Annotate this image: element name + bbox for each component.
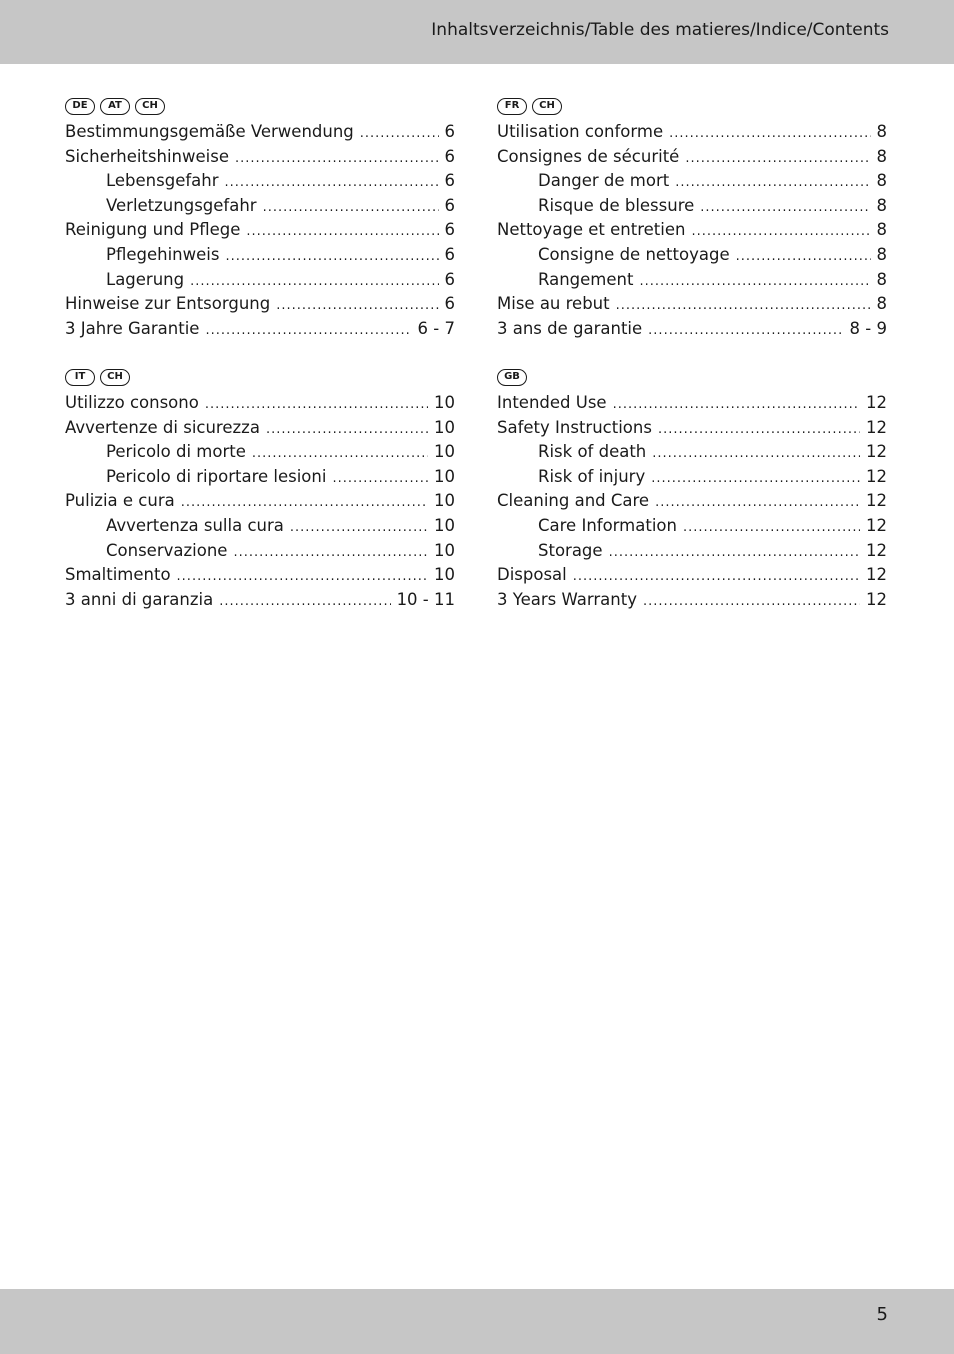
toc-entry[interactable] (65, 294, 455, 319)
toc-entry-label: Pflegehinweis (106, 244, 220, 264)
toc-entry-page: 10 (434, 565, 455, 585)
toc-entry-page: 10 (434, 417, 455, 437)
toc-entry-page: 8 (876, 220, 887, 240)
toc-entry-page: 6 - 7 (417, 318, 455, 338)
toc-entry-page: 6 (444, 294, 455, 314)
toc-entry-page: 12 (866, 565, 887, 585)
toc-entry[interactable] (497, 147, 887, 172)
footer-bar (0, 1289, 954, 1354)
dot-leader (736, 249, 871, 264)
toc-entry-page: 8 - 9 (849, 318, 887, 338)
toc-entry-page: 10 (434, 466, 455, 486)
toc-subentry[interactable] (497, 442, 887, 467)
toc-entry-page: 8 (876, 146, 887, 166)
toc-entry[interactable] (65, 122, 455, 147)
toc-subentry[interactable] (497, 541, 887, 566)
toc-entry-label: Care Information (538, 515, 677, 535)
toc-entry-label: Cleaning and Care (497, 491, 650, 511)
toc-entry[interactable] (65, 220, 455, 245)
toc-subentry[interactable] (65, 196, 455, 221)
toc-entry[interactable] (497, 122, 887, 147)
toc-entry-label: Utilizzo consono (65, 393, 199, 412)
language-badges (497, 96, 887, 116)
toc-subentry[interactable] (497, 270, 887, 295)
dot-leader (652, 446, 860, 461)
toc-entry[interactable] (65, 147, 455, 172)
dot-leader (235, 151, 439, 166)
toc-entry[interactable] (497, 220, 887, 245)
toc-entry-page: 6 (444, 122, 455, 141)
language-badge-de: DE (65, 98, 95, 115)
toc-entry-page: 12 (866, 442, 887, 462)
toc-entry-label: Intended Use (497, 393, 607, 412)
toc-entry-page: 8 (876, 269, 887, 289)
toc-entry-label: Avvertenza sulla cura (106, 515, 284, 535)
toc-subentry[interactable] (65, 245, 455, 270)
dot-leader (266, 422, 428, 437)
toc-subentry[interactable] (65, 270, 455, 295)
toc-entry-page: 10 (434, 540, 455, 560)
toc-entry[interactable] (497, 319, 887, 344)
toc-entry[interactable] (497, 294, 887, 319)
dot-leader (639, 274, 870, 289)
toc-subentry[interactable] (65, 541, 455, 566)
toc-section-it (65, 367, 455, 614)
toc-entry-label: 3 Years Warranty (497, 589, 637, 609)
toc-entry-label: Risk of death (538, 442, 647, 462)
toc-entry-label: 3 anni di garanzia (65, 589, 214, 609)
toc-entry-page: 8 (876, 195, 887, 215)
dot-leader (225, 249, 438, 264)
toc-section-gb (497, 367, 887, 614)
toc-entry-page: 8 (876, 122, 887, 141)
dot-leader (675, 175, 870, 190)
toc-entry-page: 12 (866, 540, 887, 560)
language-badge-ch: CH (135, 98, 165, 115)
page-number: 5 (876, 1304, 888, 1325)
dot-leader (573, 569, 860, 584)
toc-entry-label: Safety Instructions (497, 417, 652, 437)
toc-entry-label: Conservazione (106, 540, 228, 560)
toc-entry-label: Utilisation conforme (497, 122, 664, 141)
toc-entry-label: Mise au rebut (497, 294, 610, 314)
toc-entry-page: 8 (876, 294, 887, 314)
toc-entry-label: Smaltimento (65, 565, 171, 585)
toc-entry-label: Sicherheitshinweise (65, 146, 229, 166)
toc-entry-label: 3 ans de garantie (497, 318, 643, 338)
toc-entry-label: Risque de blessure (538, 195, 695, 215)
dot-leader (177, 569, 428, 584)
dot-leader (651, 471, 860, 486)
dot-leader (683, 520, 860, 535)
toc-entry-page: 6 (444, 269, 455, 289)
toc-entry-page: 10 (434, 515, 455, 535)
toc-entry-page: 10 (434, 442, 455, 462)
toc-entry[interactable] (65, 590, 455, 615)
toc-entry-label: Pericolo di morte (106, 442, 246, 462)
header-bar (0, 0, 954, 64)
toc-entry-label: Storage (538, 540, 603, 560)
dot-leader (643, 594, 860, 609)
language-badge-it: IT (65, 369, 95, 386)
dot-leader (685, 151, 870, 166)
toc-subentry[interactable] (497, 196, 887, 221)
toc-subentry[interactable] (65, 467, 455, 492)
toc-entry[interactable] (497, 418, 887, 443)
toc-entry-page: 12 (866, 417, 887, 437)
toc-entry-label: Bestimmungsgemäße Verwendung (65, 122, 354, 141)
toc-entry[interactable] (65, 393, 455, 418)
language-badge-at: AT (100, 98, 130, 115)
toc-entry-page: 6 (444, 195, 455, 215)
toc-subentry[interactable] (497, 467, 887, 492)
toc-entry[interactable] (497, 590, 887, 615)
toc-entry[interactable] (65, 418, 455, 443)
toc-entry-label: Pulizia e cura (65, 491, 175, 511)
dot-leader (205, 323, 411, 338)
toc-entry-label: Risk of injury (538, 466, 646, 486)
toc-entry-label: Danger de mort (538, 171, 670, 191)
dot-leader (263, 200, 439, 215)
dot-leader (233, 545, 428, 560)
toc-entry[interactable] (497, 491, 887, 516)
toc-entry-page: 12 (866, 515, 887, 535)
dot-leader (205, 397, 428, 412)
toc-entry[interactable] (497, 565, 887, 590)
toc-subentry[interactable] (65, 516, 455, 541)
dot-leader (616, 298, 871, 313)
toc-entry-label: Consignes de sécurité (497, 146, 680, 166)
toc-entry[interactable] (65, 319, 455, 344)
toc-entry-page: 12 (866, 491, 887, 511)
dot-leader (252, 446, 428, 461)
toc-entry-page: 8 (876, 244, 887, 264)
toc-entry-page: 8 (876, 171, 887, 191)
toc-entry-page: 12 (866, 589, 887, 609)
toc-entry-label: Hinweise zur Entsorgung (65, 294, 271, 314)
toc-entry-page: 6 (444, 171, 455, 191)
toc-section-de (65, 96, 455, 343)
dot-leader (360, 126, 439, 141)
toc-entry-label: Disposal (497, 565, 567, 585)
dot-leader (225, 175, 439, 190)
dot-leader (219, 594, 390, 609)
toc-entry[interactable] (497, 393, 887, 418)
language-badges (65, 96, 455, 116)
dot-leader (655, 495, 860, 510)
toc-entry-label: Avvertenze di sicurezza (65, 417, 260, 437)
dot-leader (246, 224, 438, 239)
toc-entry-label: Reinigung und Pflege (65, 220, 241, 240)
toc-entry-page: 6 (444, 146, 455, 166)
dot-leader (648, 323, 843, 338)
toc-entry-page: 12 (866, 466, 887, 486)
toc-entry-page: 10 (434, 491, 455, 511)
toc-subentry[interactable] (497, 516, 887, 541)
language-badge-gb: GB (497, 369, 527, 386)
language-badge-ch: CH (532, 98, 562, 115)
dot-leader (658, 422, 860, 437)
toc-entry-label: 3 Jahre Garantie (65, 318, 200, 338)
toc-entry-label: Verletzungsgefahr (106, 195, 257, 215)
toc-entry-label: Nettoyage et entretien (497, 220, 686, 240)
language-badge-ch: CH (100, 369, 130, 386)
toc-entry-label: Lagerung (106, 269, 185, 289)
dot-leader (613, 397, 860, 412)
toc-entry-label: Consigne de nettoyage (538, 244, 730, 264)
language-badge-fr: FR (497, 98, 527, 115)
dot-leader (181, 495, 428, 510)
toc-subentry[interactable] (65, 442, 455, 467)
language-badges (65, 367, 455, 387)
toc-entry[interactable] (65, 565, 455, 590)
toc-entry[interactable] (65, 491, 455, 516)
dot-leader (190, 274, 438, 289)
toc-entry-page: 10 - 11 (396, 589, 455, 609)
toc-subentry[interactable] (497, 245, 887, 270)
toc-subentry[interactable] (65, 171, 455, 196)
toc-subentry[interactable] (497, 171, 887, 196)
dot-leader (332, 471, 428, 486)
header-title: Inhaltsverzeichnis/Table des matieres/Indice/Contents (431, 20, 889, 40)
dot-leader (290, 520, 428, 535)
dot-leader (700, 200, 870, 215)
dot-leader (276, 298, 438, 313)
toc-entry-page: 6 (444, 244, 455, 264)
toc-entry-page: 12 (866, 393, 887, 412)
toc-entry-label: Rangement (538, 269, 634, 289)
dot-leader (691, 224, 870, 239)
toc-entry-label: Lebensgefahr (106, 171, 219, 191)
toc-entry-page: 10 (434, 393, 455, 412)
toc-section-fr (497, 96, 887, 343)
dot-leader (669, 126, 870, 141)
language-badges (497, 367, 887, 387)
dot-leader (609, 545, 860, 560)
toc-entry-label: Pericolo di riportare lesioni (106, 466, 327, 486)
toc-entry-page: 6 (444, 220, 455, 240)
